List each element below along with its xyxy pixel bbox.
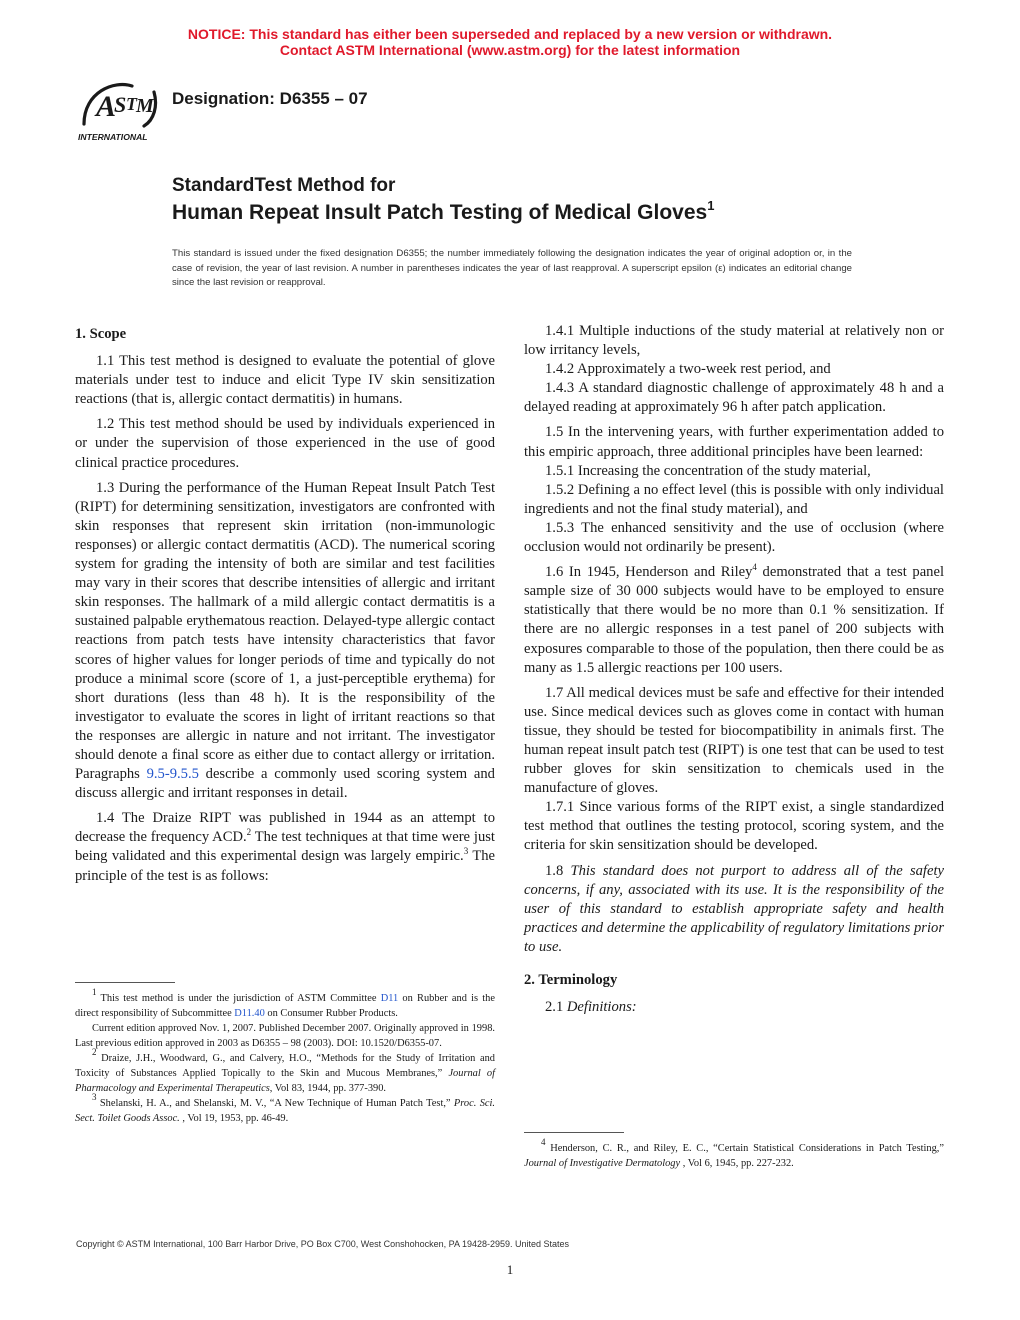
paragraph-link-9-5[interactable]: 9.5-9.5.5 (146, 766, 199, 783)
footnote-1-edition: Current edition approved Nov. 1, 2007. Published December 2007. Originally approved in 1998. Last previous edition approved in 2003 as D6355 – 98 (2003). DOI: 10.1520/D6355-07. (75, 1023, 495, 1049)
para-1-6-text-a: 1.6 In 1945, Henderson and Riley (545, 564, 753, 581)
footnote-rule-right (524, 1132, 624, 1133)
footnote-2 (75, 1047, 496, 1096)
para-1-5-3: 1.5.3 The enhanced sensitivity and the use of occlusion (where occlusion would not ordinarily be present). (524, 519, 944, 556)
para-1-4-text-a: 1.4 The Draize RIPT was published in 1944 as an attempt to decrease the frequency ACD. (75, 810, 495, 846)
issued-note: This standard is issued under the fixed designation D6355; the number immediately following the designation indicates the year of original adoption or, in the case of revision, the year of last revision. A number in parentheses indicates the year of last reapproval. A superscript epsilon (ε) indicates an editorial change since the last revision or reapproval. (172, 248, 852, 289)
footnote-1-text-a: This test method is under the jurisdiction of ASTM Committee (96, 993, 381, 1004)
footnote-4-mark: 4 (541, 1137, 546, 1147)
footnote-2-mark: 2 (92, 1047, 97, 1057)
para-2-1-number: 2.1 (545, 999, 567, 1016)
right-column (524, 322, 944, 1023)
title-footnote-mark: 1 (707, 198, 715, 213)
footnote-4-journal: Journal of Investigative Dermatology (524, 1158, 681, 1169)
para-1-4-2: 1.4.2 Approximately a two-week rest period, and (545, 361, 831, 378)
para-1-6-text-b: demonstrated that a test panel sample size of 30 000 subjects would have to be employed to ensure statistically that there would be no more than 0.1 % sensitization. If there are no allergic responses in a test panel of 200 subjects with exposures comparable to those of the population, then there could be as many as 1.5 allergic reactions per 100 users. (524, 564, 945, 676)
para-1-5: 1.5 In the intervening years, with further experimentation added to this empiric approach, three additional principles have been learned: (524, 424, 944, 460)
para-1-3-text-b: describe a commonly used scoring system and discuss allergic and irritant responses in detail. (75, 766, 495, 802)
footnote-3 (75, 1092, 495, 1126)
para-1-8-number: 1.8 (545, 862, 571, 879)
copyright-notice: Copyright © ASTM International, 100 Barr Harbor Drive, PO Box C700, West Conshohocken, PA 19428-2959. United States (76, 1239, 570, 1249)
footnote-2-text-b: , Vol 83, 1944, pp. 377-390. (269, 1083, 387, 1094)
para-1-8-text: This standard does not purport to address all of the safety concerns, if any, associated with its use. It is the responsibility of the user of this standard to establish appropriate safety and health practices and determine the applicability of regulatory limitations prior to use. (524, 862, 944, 955)
title-text: Human Repeat Insult Patch Testing of Medical Gloves (172, 201, 708, 224)
committee-d11-link[interactable]: D11 (380, 993, 399, 1004)
footnote-3-text-a: Shelanski, H. A., and Shelanski, M. V., “A New Technique of Human Patch Test,” (96, 1098, 454, 1109)
para-1-5-2: 1.5.2 Defining a no effect level (this is possible with only individual ingredients and not the final study material), and (524, 481, 944, 517)
footnote-2-journal: Journal of Pharmacology and Experimental Therapeutics (75, 1068, 496, 1094)
footnote-2-text-a: Draize, J.H., Woodward, G., and Calvery, H.O., “Methods for the Study of Irritation and Toxicity of Substances Applied Topically to the Skin and Mucous Membranes,” (75, 1053, 495, 1079)
para-1-2: 1.2 This test method should be used by individuals experienced in or under the supervision of those experienced in the use of good clinical practice procedures. (75, 416, 495, 471)
footnote-3-mark: 3 (92, 1092, 97, 1102)
footnote-4-text-b: , Vol 6, 1945, pp. 227-232. (680, 1158, 794, 1169)
para-1-4 (75, 809, 495, 885)
title-line-1: StandardTest Method for (172, 175, 396, 196)
notice-line-1: NOTICE: This standard has either been superseded and replaced by a new version or withdrawn. (187, 26, 833, 42)
para-1-1: 1.1 This test method is designed to evaluate the potential of glove materials under test to induce and elicit Type IV skin sensitization reactions (that is, allergic contact dermatitis) in humans. (75, 353, 495, 408)
footnotes-right (524, 1137, 944, 1171)
title-line-2 (172, 198, 714, 225)
footnote-4 (524, 1137, 944, 1171)
page-number: 1 (506, 1262, 514, 1277)
subcommittee-d11-40-link[interactable]: D11.40 (234, 1008, 265, 1019)
designation: Designation: D6355 – 07 (172, 89, 368, 108)
para-1-4-1: 1.4.1 Multiple inductions of the study material at relatively non or low irritancy levels, (524, 323, 944, 359)
para-2-1 (524, 998, 944, 1017)
left-column (75, 322, 495, 892)
para-1-4-3: 1.4.3 A standard diagnostic challenge of approximately 48 h and a delayed reading at approximately 96 h after patch application. (524, 380, 944, 416)
para-1-7: 1.7 All medical devices must be safe and effective for their intended use. Since medical devices such as gloves come in contact with human tissue, they should be tested for biocompatibility in animals first. The human repeat insult patch test (RIPT) is one test that can be used to test rubber gloves for skin sensitization to chemicals used in the manufacture of gloves. (524, 684, 944, 797)
svg-text:S: S (114, 92, 127, 117)
footnote-1-mark: 1 (92, 987, 97, 997)
svg-text:A: A (96, 90, 117, 123)
footnote-1-text-b: on Rubber and is the direct responsibility of Subcommittee (75, 993, 495, 1019)
footnote-4-text-a: Henderson, C. R., and Riley, E. C., “Certain Statistical Considerations in Patch Testing,” (545, 1143, 944, 1154)
para-1-4-text-c: The principle of the test is as follows: (75, 848, 496, 884)
footnote-rule-left (75, 982, 175, 983)
logo-text: INTERNATIONAL (78, 132, 148, 142)
footnote-1-text-c: on Consumer Rubber Products. (264, 1008, 398, 1019)
footnotes-left (75, 987, 496, 1126)
para-1-3-text-a: 1.3 During the performance of the Human Repeat Insult Patch Test (RIPT) for determining sensitization, investigators are confronted with skin responses that represent skin irritation (non-immunologic responses) or allergic contact dermatitis (ACD). The numerical scoring system for grading the intensity of both are similar and test facilities may vary in their scores that describe intensities of allergic and irritant skin responses. The hallmark of a mild allergic contact dermatitis is a sustained palpable erythematous reaction. Delayed-type allergic contact reactions from patch tests have intensity characteristics that favor scores of higher values for longer periods of time and typically do not produce a minimal score (score of 1, a just-perceptible erythema) for short durations (less than 48 h). It is the responsibility of the investigator to evaluate the scores in light of irritant reactions so that the responses are allergic in nature and not irritant. The investigator should denote a final score as either due to contact allergy or irritation. Paragraphs (75, 479, 495, 783)
svg-text:M: M (136, 95, 154, 117)
para-2-1-text: Definitions: (566, 999, 637, 1016)
astm-logo (74, 72, 164, 144)
footnote-3-journal: Proc. Sci. Sect. Toilet Goods Assoc. (75, 1098, 495, 1124)
footnote-ref-2: 2 (246, 827, 252, 838)
para-1-5-1: 1.5.1 Increasing the concentration of the study material, (545, 462, 871, 479)
footnote-ref-3: 3 (463, 846, 469, 857)
section-1-heading: 1. Scope (75, 326, 127, 342)
footnote-1 (75, 987, 495, 1021)
withdrawn-notice (0, 26, 1020, 58)
notice-line-2: Contact ASTM International (www.astm.org) for the latest information (279, 42, 741, 58)
para-1-6 (524, 563, 944, 678)
section-2-heading: 2. Terminology (524, 972, 618, 988)
footnote-ref-4: 4 (752, 562, 757, 573)
para-1-8 (524, 862, 944, 957)
footnote-3-text-b: , Vol 19, 1953, pp. 46-49. (179, 1113, 289, 1124)
para-1-3 (75, 479, 495, 804)
para-1-4-text-b: The test techniques at that time were just being validated and this experimental design was largely empiric. (75, 829, 495, 865)
svg-text:T: T (126, 94, 137, 114)
para-1-7-1: 1.7.1 Since various forms of the RIPT exist, a single standardized test method that outlines the testing protocol, scoring system, and the criteria for skin sensitization should be developed. (524, 799, 944, 854)
